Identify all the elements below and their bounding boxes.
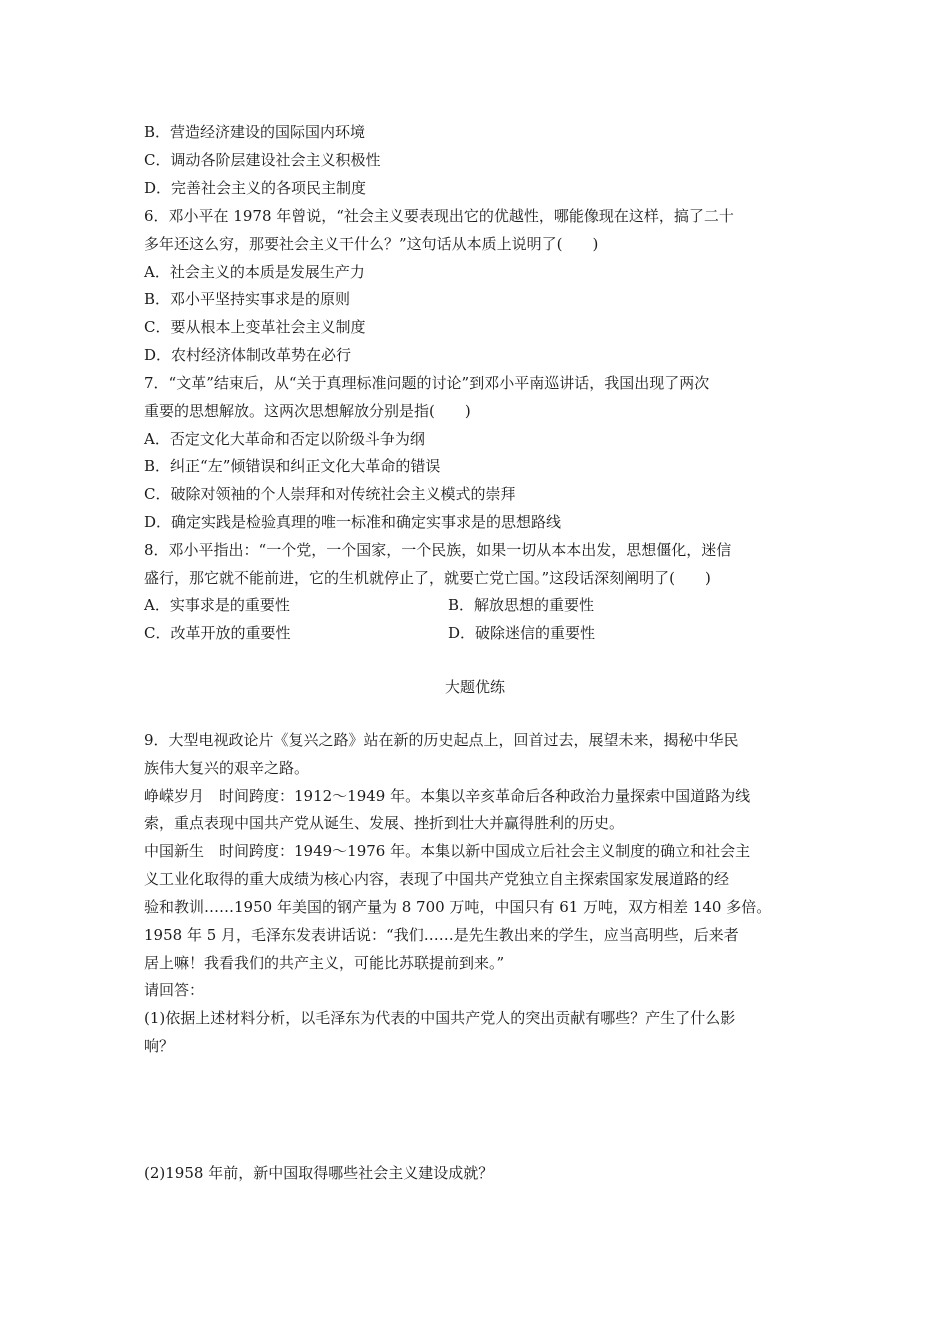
q7-stem-line2: 重要的思想解放。这两次思想解放分别是指( ) <box>144 402 471 420</box>
q9-prompt: 请回答： <box>144 981 205 999</box>
q6-stem-line1: 6．邓小平在 1978 年曾说，“社会主义要表现出它的优越性，哪能像现在这样，搞了二十 <box>144 207 734 225</box>
q5-option-d: D．完善社会主义的各项民主制度 <box>144 179 367 197</box>
q7-option-d: D．确定实践是检验真理的唯一标准和确定实事求是的思想路线 <box>144 513 562 531</box>
q5-option-b: B．营造经济建设的国际国内环境 <box>144 123 366 141</box>
q7-option-c: C．破除对领袖的个人崇拜和对传统社会主义模式的崇拜 <box>144 485 516 503</box>
q6-option-c: C．要从根本上变革社会主义制度 <box>144 318 366 336</box>
q9-episode2-line4: 1958 年 5 月，毛泽东发表讲话说：“我们……是先生教出来的学生，应当高明些，后来者 <box>144 926 739 944</box>
q7-option-b: B．纠正“左”倾错误和纠正文化大革命的错误 <box>144 457 441 475</box>
q9-episode2-line3: 验和教训……1950 年美国的钢产量为 8 700 万吨，中国只有 61 万吨，双方相差 140 多倍。 <box>144 898 772 916</box>
q7-stem-line1: 7．“文革”结束后，从“关于真理标准问题的讨论”到邓小平南巡讲话，我国出现了两次 <box>144 374 710 392</box>
q9-episode1-line1: 峥嵘岁月 时间跨度：1912～1949 年。本集以辛亥革命后各种政治力量探索中国道路为线 <box>144 787 751 805</box>
q9-sub1-line1: (1)依据上述材料分析，以毛泽东为代表的中国共产党人的突出贡献有哪些？产生了什么影 <box>144 1009 736 1027</box>
q8-option-a: A．实事求是的重要性 <box>144 596 290 614</box>
q8-stem-line2: 盛行，那它就不能前进，它的生机就停止了，就要亡党亡国。”这段话深刻阐明了( ) <box>144 569 711 587</box>
q8-option-b: B．解放思想的重要性 <box>448 596 595 614</box>
q5-option-c: C．调动各阶层建设社会主义积极性 <box>144 151 381 169</box>
q9-sub1-line2: 响？ <box>144 1037 175 1055</box>
q8-option-c: C．改革开放的重要性 <box>144 624 291 642</box>
q9-intro-line1: 9．大型电视政论片《复兴之路》站在新的历史起点上，回首过去，展望未来，揭秘中华民 <box>144 731 739 749</box>
q6-stem-line2: 多年还这么穷，那要社会主义干什么？”这句话从本质上说明了( ) <box>144 235 599 253</box>
q7-option-a: A．否定文化大革命和否定以阶级斗争为纲 <box>144 430 425 448</box>
q9-episode2-line5: 居上嘛！我看我们的共产主义，可能比苏联提前到来。” <box>144 954 505 972</box>
q8-stem-line1: 8．邓小平指出：“一个党，一个国家，一个民族，如果一切从本本出发，思想僵化，迷信 <box>144 541 732 559</box>
q9-episode1-line2: 索，重点表现中国共产党从诞生、发展、挫折到壮大并赢得胜利的历史。 <box>144 814 625 832</box>
q8-option-d: D．破除迷信的重要性 <box>448 624 596 642</box>
q6-option-d: D．农村经济体制改革势在必行 <box>144 346 352 364</box>
q6-option-a: A．社会主义的本质是发展生产力 <box>144 263 365 281</box>
section-title: 大题优练 <box>444 678 505 696</box>
q9-episode2-line1: 中国新生 时间跨度：1949～1976 年。本集以新中国成立后社会主义制度的确立和社会主 <box>144 842 751 860</box>
q6-option-b: B．邓小平坚持实事求是的原则 <box>144 290 351 308</box>
q9-episode2-line2: 义工业化取得的重大成绩为核心内容，表现了中国共产党独立自主探索国家发展道路的经 <box>144 870 730 888</box>
q9-sub2: (2)1958 年前，新中国取得哪些社会主义建设成就？ <box>144 1164 494 1182</box>
q9-intro-line2: 族伟大复兴的艰辛之路。 <box>144 759 310 777</box>
